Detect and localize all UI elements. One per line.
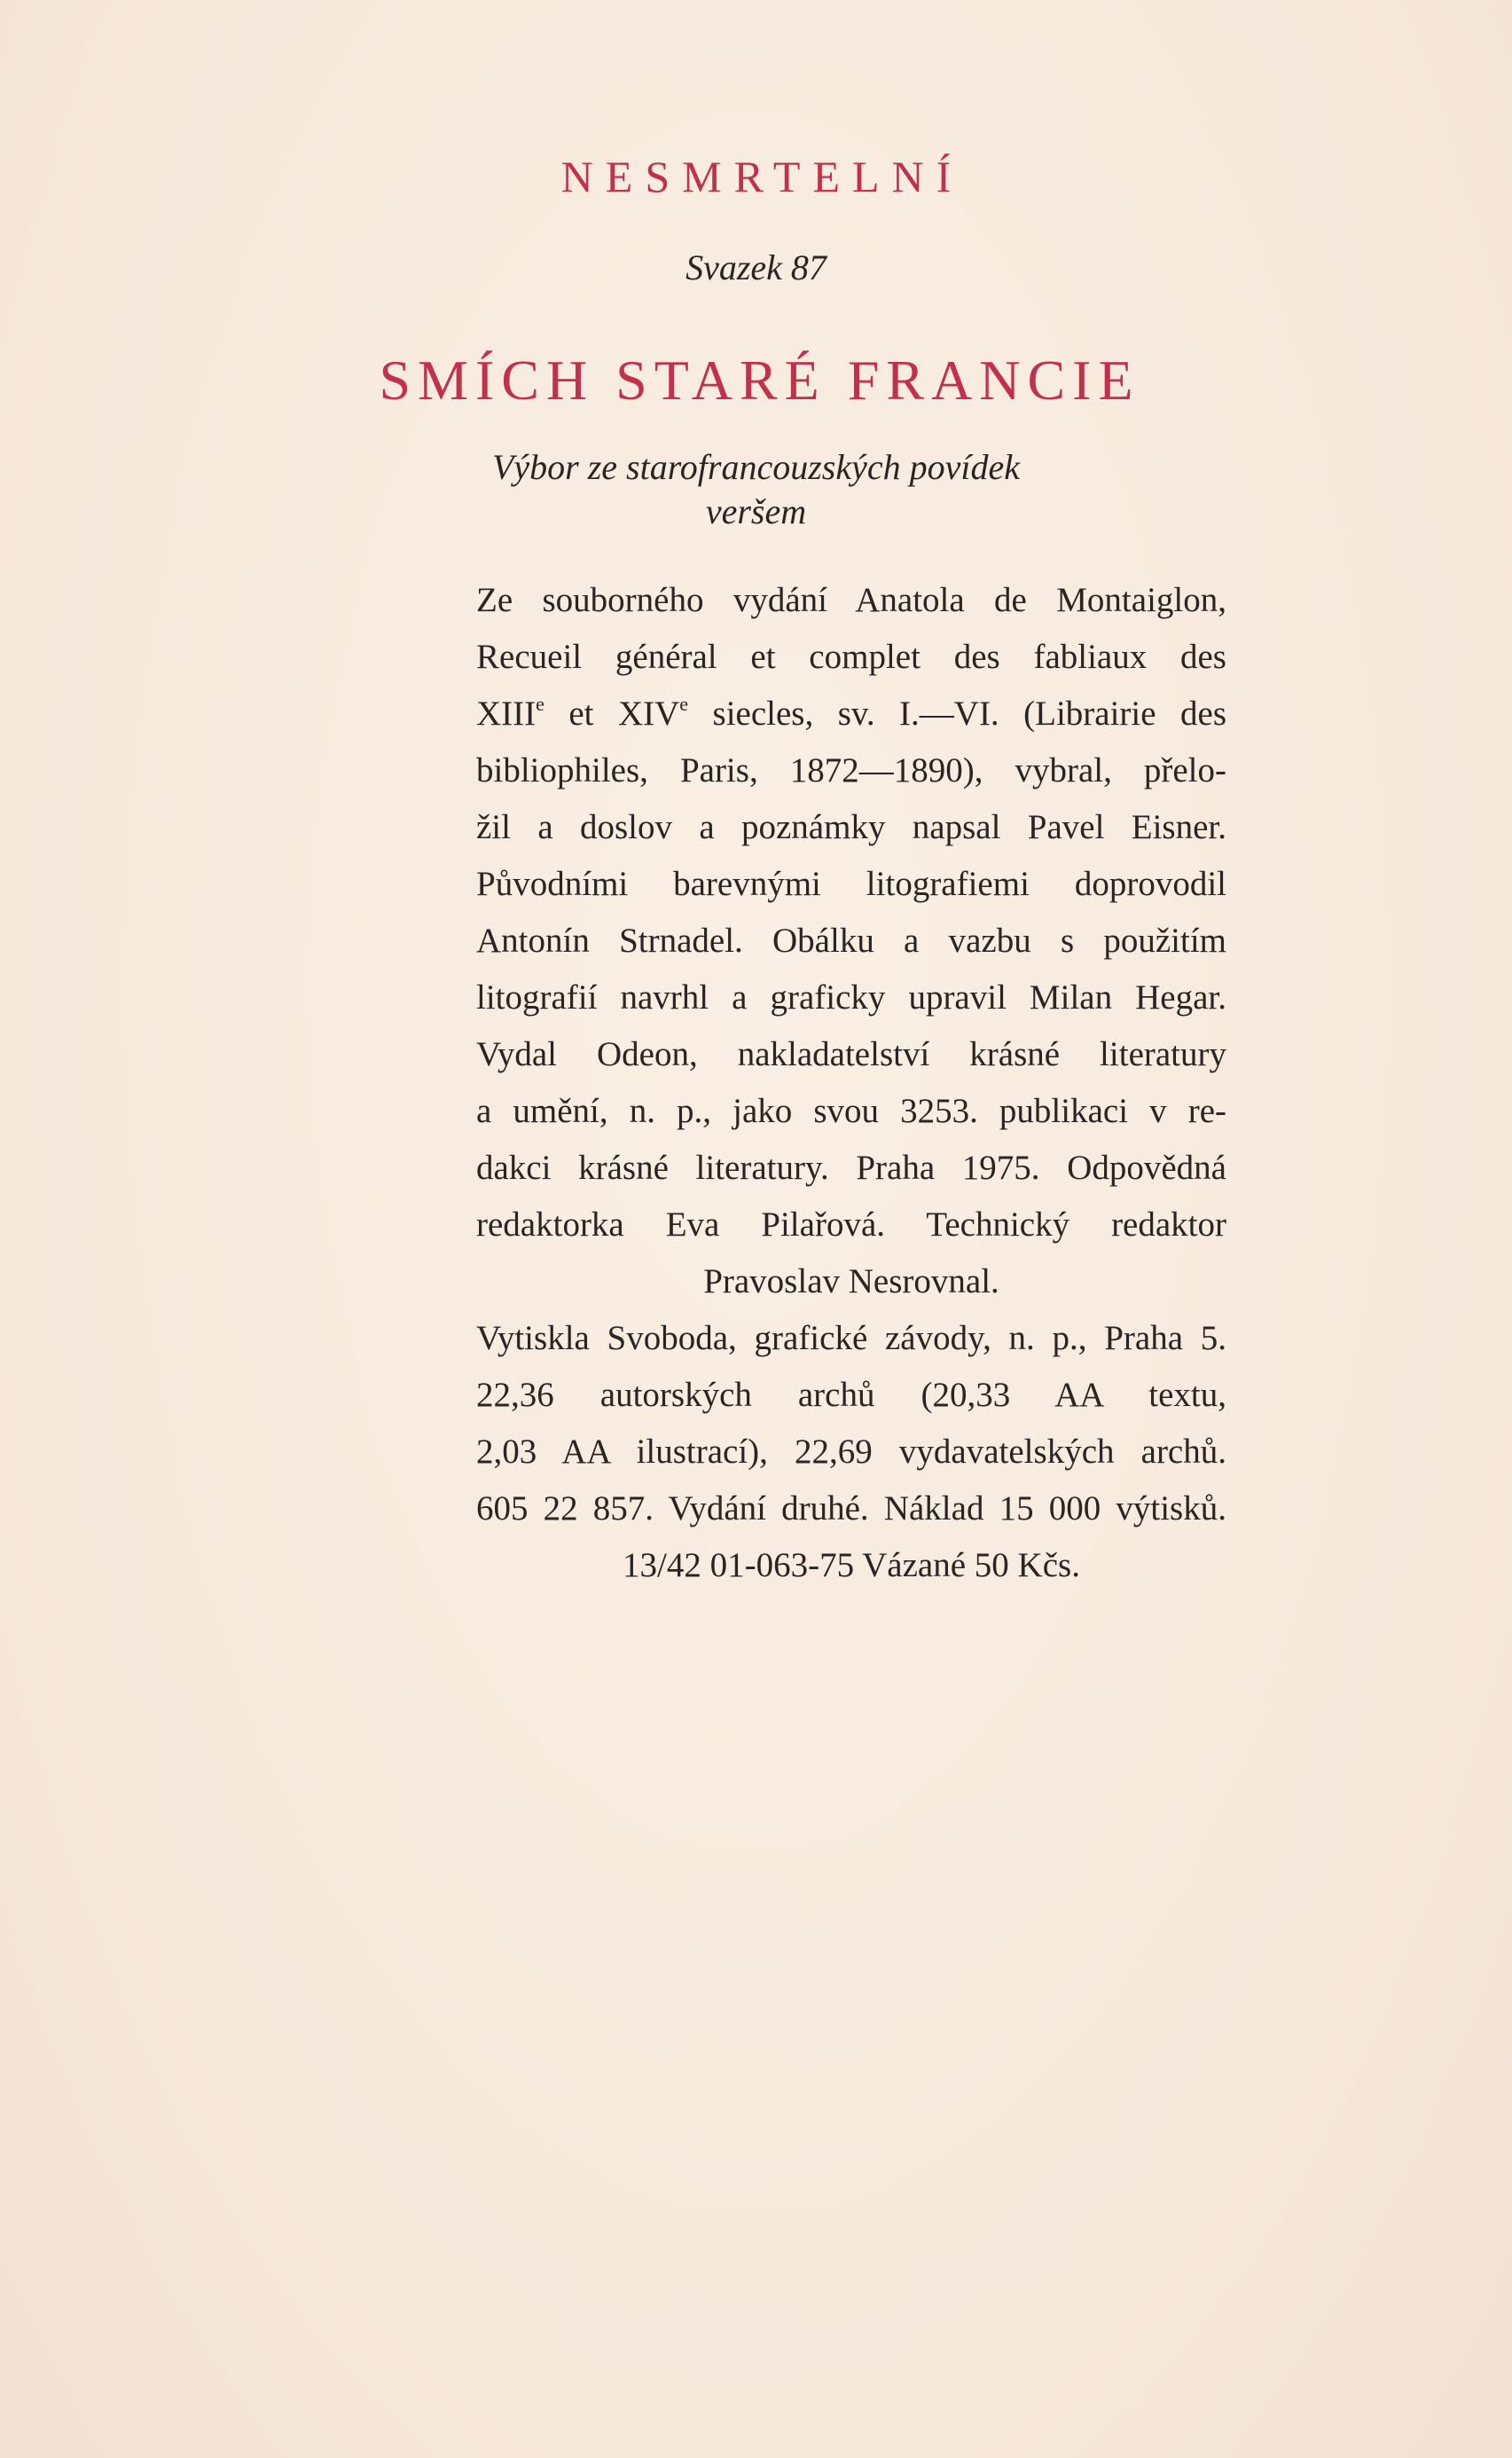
superscript: e	[679, 693, 689, 715]
book-subtitle	[0, 445, 1512, 534]
subtitle-line: veršem	[705, 491, 807, 531]
colophon-line: Ze souborného vydání Anatola de Montaiglon,	[476, 581, 1226, 619]
colophon-line: žil a doslov a poznámky napsal Pavel Eisner.	[476, 808, 1226, 846]
colophon-line: Antonín Strnadel. Obálku a vazbu s použitím	[476, 922, 1226, 960]
colophon-text: siecles, sv. I.—VI. (Librairie des	[688, 695, 1226, 733]
volume-number: Svazek 87	[685, 247, 827, 287]
series-title: NESMRTELNÍ	[560, 152, 964, 201]
colophon-line: Vytiskla Svoboda, grafické závody, n. p., Praha 5.	[476, 1319, 1226, 1357]
colophon-line: Recueil général et complet des fabliaux des	[476, 638, 1226, 676]
colophon-line: 2,03 AA ilustrací), 22,69 vydavatelských archů.	[476, 1433, 1226, 1471]
colophon-line: 13/42 01-063-75 Vázané 50 Kčs.	[623, 1546, 1080, 1584]
colophon-line: a umění, n. p., jako svou 3253. publikaci v re-	[476, 1092, 1226, 1130]
book-title: SMÍCH STARÉ FRANCIE	[379, 349, 1140, 412]
colophon-line: Původními barevnými litografiemi doprovodil	[476, 865, 1226, 903]
colophon-line: 605 22 857. Vydání druhé. Náklad 15 000 výtisků.	[476, 1489, 1226, 1527]
century-14: et XIV	[544, 695, 680, 733]
colophon-line: litografií navrhl a graficky upravil Milan Hegar.	[476, 978, 1226, 1017]
colophon-line: bibliophiles, Paris, 1872—1890), vybral, přelo-	[476, 751, 1226, 789]
subtitle-line: Výbor ze starofrancouzských povídek	[491, 447, 1021, 487]
century-13: XIII	[476, 695, 537, 733]
colophon	[476, 572, 1226, 1594]
colophon-line	[476, 686, 1226, 742]
colophon-line: 22,36 autorských archů (20,33 AA textu,	[476, 1376, 1226, 1414]
colophon-line: dakci krásné literatury. Praha 1975. Odpovědná	[476, 1149, 1226, 1187]
colophon-line: Pravoslav Nesrovnal.	[703, 1262, 999, 1300]
superscript: e	[536, 693, 544, 715]
colophon-line: Vydal Odeon, nakladatelství krásné literatury	[476, 1035, 1226, 1073]
colophon-line: redaktorka Eva Pilařová. Technický redaktor	[476, 1205, 1226, 1244]
